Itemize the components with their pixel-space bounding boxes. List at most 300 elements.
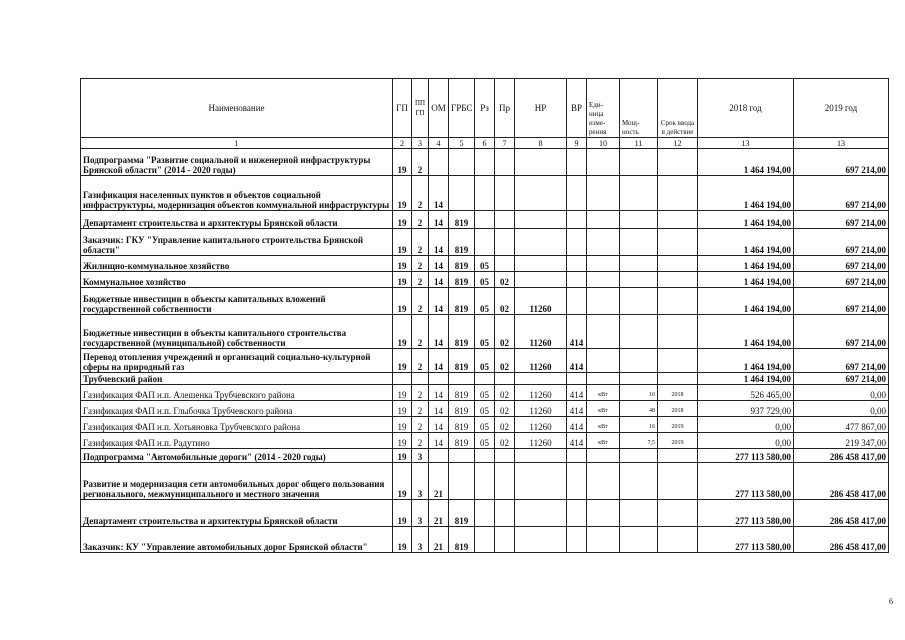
cell-pr [495, 256, 515, 272]
header-pr: Пр [495, 79, 515, 138]
cell-vr [567, 149, 587, 176]
cell-grbs [449, 463, 475, 500]
cell-y2018: 1 464 194,00 [698, 211, 794, 229]
cell-power [620, 229, 658, 256]
column-number: 1 [81, 138, 393, 149]
cell-vr [567, 500, 587, 527]
column-number-row [81, 138, 889, 149]
cell-pr: 02 [495, 433, 515, 449]
cell-rz: 05 [475, 288, 495, 315]
column-number: 6 [475, 138, 495, 149]
cell-y2019: 697 214,00 [794, 256, 889, 272]
cell-nr [515, 272, 567, 288]
cell-grbs: 819 [449, 417, 475, 433]
cell-gp: 19 [393, 256, 412, 272]
cell-grbs [449, 449, 475, 463]
header-grbs: ГРБС [449, 79, 475, 138]
cell-ppgp: 3 [412, 500, 429, 527]
cell-gp: 19 [393, 315, 412, 349]
cell-ppgp: 3 [412, 449, 429, 463]
column-number: 12 [658, 138, 698, 149]
cell-grbs: 819 [449, 349, 475, 373]
cell-power: 7,5 [620, 433, 658, 449]
cell-grbs: 819 [449, 211, 475, 229]
cell-rz: 05 [475, 385, 495, 401]
cell-unit: кВт [587, 433, 620, 449]
header-power: Мощ-ность [620, 79, 658, 138]
cell-pr [495, 373, 515, 385]
cell-rz [475, 149, 495, 176]
cell-vr [567, 176, 587, 211]
cell-term [658, 229, 698, 256]
cell-y2019: 697 214,00 [794, 272, 889, 288]
cell-om: 14 [429, 433, 449, 449]
cell-y2018: 1 464 194,00 [698, 256, 794, 272]
cell-pr [495, 229, 515, 256]
cell-term [658, 315, 698, 349]
cell-rz: 05 [475, 272, 495, 288]
cell-unit [587, 449, 620, 463]
cell-pr: 02 [495, 349, 515, 373]
cell-unit: кВт [587, 401, 620, 417]
cell-pr [495, 149, 515, 176]
cell-power [620, 500, 658, 527]
cell-power [620, 256, 658, 272]
cell-name: Департамент строительства и архитектуры Брянской области [81, 500, 393, 527]
cell-power [620, 272, 658, 288]
cell-nr [515, 500, 567, 527]
cell-unit [587, 256, 620, 272]
cell-ppgp: 2 [412, 229, 429, 256]
cell-grbs: 819 [449, 527, 475, 553]
cell-term: 2018 [658, 401, 698, 417]
cell-ppgp: 2 [412, 288, 429, 315]
cell-gp: 19 [393, 272, 412, 288]
table-row [81, 463, 889, 500]
cell-term [658, 272, 698, 288]
cell-vr [567, 272, 587, 288]
cell-rz: 05 [475, 349, 495, 373]
cell-ppgp: 2 [412, 417, 429, 433]
cell-om: 14 [429, 385, 449, 401]
cell-term [658, 500, 698, 527]
cell-term: 2019 [658, 433, 698, 449]
cell-om: 14 [429, 315, 449, 349]
cell-term [658, 211, 698, 229]
cell-power [620, 149, 658, 176]
header-2019: 2019 год [794, 79, 889, 138]
cell-gp: 19 [393, 463, 412, 500]
cell-grbs: 819 [449, 256, 475, 272]
cell-om: 14 [429, 288, 449, 315]
cell-y2018: 1 464 194,00 [698, 272, 794, 288]
cell-pr: 02 [495, 315, 515, 349]
cell-y2019: 286 458 417,00 [794, 463, 889, 500]
cell-gp: 19 [393, 527, 412, 553]
table-row [81, 288, 889, 315]
cell-vr [567, 256, 587, 272]
cell-grbs: 819 [449, 315, 475, 349]
cell-unit [587, 527, 620, 553]
cell-om [429, 149, 449, 176]
cell-pr [495, 211, 515, 229]
cell-om: 14 [429, 211, 449, 229]
header-gp: ГП [393, 79, 412, 138]
cell-y2018: 1 464 194,00 [698, 373, 794, 385]
table-row [81, 149, 889, 176]
cell-name: Трубчевский район [81, 373, 393, 385]
cell-pr [495, 449, 515, 463]
cell-name: Коммунальное хозяйство [81, 272, 393, 288]
cell-unit [587, 229, 620, 256]
cell-name: Газификация ФАП н.п. Радутино [81, 433, 393, 449]
cell-nr: 11260 [515, 401, 567, 417]
cell-nr [515, 373, 567, 385]
header-unit: Еди-ница изме-рения [587, 79, 620, 138]
cell-name: Подпрограмма "Автомобильные дороги" (2014 - 2020 годы) [81, 449, 393, 463]
cell-y2019: 477 867,00 [794, 417, 889, 433]
page-number: 6 [889, 597, 893, 606]
cell-vr [567, 527, 587, 553]
cell-vr: 414 [567, 433, 587, 449]
cell-gp: 19 [393, 433, 412, 449]
cell-ppgp: 2 [412, 149, 429, 176]
cell-nr [515, 149, 567, 176]
cell-y2018: 937 729,00 [698, 401, 794, 417]
cell-pr: 02 [495, 385, 515, 401]
cell-vr [567, 449, 587, 463]
column-number: 5 [449, 138, 475, 149]
cell-pr: 02 [495, 288, 515, 315]
cell-om [429, 449, 449, 463]
cell-term [658, 349, 698, 373]
cell-om: 14 [429, 401, 449, 417]
cell-om: 14 [429, 417, 449, 433]
cell-vr: 414 [567, 385, 587, 401]
cell-y2019: 697 214,00 [794, 349, 889, 373]
cell-term [658, 149, 698, 176]
cell-grbs: 819 [449, 288, 475, 315]
cell-y2019: 219 347,00 [794, 433, 889, 449]
cell-y2018: 277 113 580,00 [698, 500, 794, 527]
cell-y2018: 1 464 194,00 [698, 149, 794, 176]
cell-y2019: 0,00 [794, 401, 889, 417]
cell-y2019: 697 214,00 [794, 149, 889, 176]
cell-rz [475, 500, 495, 527]
table-body [81, 149, 889, 553]
cell-pr [495, 463, 515, 500]
table-row [81, 272, 889, 288]
cell-gp: 19 [393, 176, 412, 211]
header-name: Наименование [81, 79, 393, 138]
cell-rz [475, 229, 495, 256]
table-row [81, 500, 889, 527]
table-row [81, 373, 889, 385]
cell-power [620, 527, 658, 553]
cell-ppgp [412, 373, 429, 385]
cell-term [658, 449, 698, 463]
cell-gp [393, 373, 412, 385]
cell-gp: 19 [393, 229, 412, 256]
table-row [81, 315, 889, 349]
cell-rz: 05 [475, 433, 495, 449]
cell-name: Газификация населенных пунктов и объектов социальной инфраструктуры, модернизация объектов коммунальной инфраструктуры [81, 176, 393, 211]
cell-vr: 414 [567, 417, 587, 433]
cell-rz [475, 463, 495, 500]
cell-rz [475, 449, 495, 463]
cell-ppgp: 3 [412, 527, 429, 553]
table-row [81, 401, 889, 417]
cell-nr: 11260 [515, 288, 567, 315]
column-number: 7 [495, 138, 515, 149]
cell-unit [587, 349, 620, 373]
column-number: 13 [794, 138, 889, 149]
cell-nr: 11260 [515, 433, 567, 449]
cell-ppgp: 2 [412, 256, 429, 272]
cell-y2019: 286 458 417,00 [794, 527, 889, 553]
cell-y2018: 277 113 580,00 [698, 463, 794, 500]
cell-grbs [449, 149, 475, 176]
column-number: 4 [429, 138, 449, 149]
column-number: 3 [412, 138, 429, 149]
header-nr: НР [515, 79, 567, 138]
cell-om: 14 [429, 256, 449, 272]
cell-y2019: 697 214,00 [794, 229, 889, 256]
table-row [81, 349, 889, 373]
cell-om: 14 [429, 349, 449, 373]
cell-power [620, 315, 658, 349]
cell-power [620, 176, 658, 211]
header-rz: Рз [475, 79, 495, 138]
cell-vr [567, 373, 587, 385]
cell-term [658, 373, 698, 385]
cell-gp: 19 [393, 349, 412, 373]
cell-pr [495, 527, 515, 553]
table-row [81, 211, 889, 229]
cell-power [620, 449, 658, 463]
cell-power: 48 [620, 401, 658, 417]
cell-term [658, 463, 698, 500]
column-number: 8 [515, 138, 567, 149]
cell-name: Перевод отопления учреждений и организаций социально-культурной сферы на природный газ [81, 349, 393, 373]
cell-nr [515, 463, 567, 500]
cell-unit [587, 211, 620, 229]
cell-power [620, 463, 658, 500]
cell-y2018: 277 113 580,00 [698, 527, 794, 553]
cell-pr: 02 [495, 417, 515, 433]
cell-y2019: 0,00 [794, 385, 889, 401]
cell-nr: 11260 [515, 349, 567, 373]
table-row [81, 256, 889, 272]
header-term: Срок ввода в действие [658, 79, 698, 138]
cell-rz [475, 527, 495, 553]
cell-unit [587, 288, 620, 315]
cell-nr [515, 256, 567, 272]
cell-vr [567, 463, 587, 500]
header-ppgp: ППГП [412, 79, 429, 138]
cell-y2019: 697 214,00 [794, 288, 889, 315]
cell-name: Заказчик: ГКУ "Управление капитального строительства Брянской области" [81, 229, 393, 256]
cell-name: Газификация ФАП н.п. Алешенка Трубчевского района [81, 385, 393, 401]
cell-gp: 19 [393, 449, 412, 463]
cell-term [658, 176, 698, 211]
cell-name: Подпрограмма "Развитие социальной и инженерной инфраструктуры Брянской области" (2014 - 2020 годы) [81, 149, 393, 176]
table-row [81, 229, 889, 256]
column-number: 9 [567, 138, 587, 149]
cell-grbs: 819 [449, 500, 475, 527]
cell-unit [587, 149, 620, 176]
cell-vr [567, 211, 587, 229]
cell-ppgp: 2 [412, 349, 429, 373]
cell-y2018: 1 464 194,00 [698, 315, 794, 349]
cell-power: 16 [620, 417, 658, 433]
cell-grbs: 819 [449, 385, 475, 401]
cell-rz [475, 211, 495, 229]
cell-om: 21 [429, 463, 449, 500]
cell-vr [567, 229, 587, 256]
cell-term [658, 288, 698, 315]
cell-vr: 414 [567, 401, 587, 417]
cell-unit: кВт [587, 385, 620, 401]
table-row [81, 433, 889, 449]
cell-grbs: 819 [449, 272, 475, 288]
cell-rz [475, 176, 495, 211]
cell-rz: 05 [475, 256, 495, 272]
cell-power [620, 211, 658, 229]
cell-pr [495, 176, 515, 211]
cell-om: 14 [429, 229, 449, 256]
cell-nr: 11260 [515, 417, 567, 433]
header-row [81, 79, 889, 138]
cell-y2018: 1 464 194,00 [698, 176, 794, 211]
cell-unit [587, 500, 620, 527]
cell-gp: 19 [393, 500, 412, 527]
cell-y2018: 1 464 194,00 [698, 229, 794, 256]
cell-rz [475, 373, 495, 385]
cell-ppgp: 2 [412, 385, 429, 401]
cell-gp: 19 [393, 417, 412, 433]
cell-nr: 11260 [515, 315, 567, 349]
cell-rz: 05 [475, 417, 495, 433]
cell-term [658, 256, 698, 272]
cell-name: Газификация ФАП н.п. Глыбочка Трубчевского района [81, 401, 393, 417]
cell-term: 2018 [658, 385, 698, 401]
cell-grbs: 819 [449, 433, 475, 449]
cell-unit [587, 315, 620, 349]
cell-name: Жилищно-коммунальное хозяйство [81, 256, 393, 272]
cell-gp: 19 [393, 149, 412, 176]
cell-gp: 19 [393, 211, 412, 229]
cell-unit [587, 176, 620, 211]
cell-power [620, 349, 658, 373]
table-row [81, 176, 889, 211]
cell-vr: 414 [567, 315, 587, 349]
cell-nr [515, 176, 567, 211]
cell-y2018: 277 113 580,00 [698, 449, 794, 463]
cell-ppgp: 2 [412, 211, 429, 229]
cell-unit [587, 373, 620, 385]
cell-y2018: 1 464 194,00 [698, 349, 794, 373]
cell-pr [495, 500, 515, 527]
cell-y2018: 1 464 194,00 [698, 288, 794, 315]
cell-name: Бюджетные инвестиции в объекты капитальных вложений государственной собственности [81, 288, 393, 315]
cell-y2019: 697 214,00 [794, 176, 889, 211]
cell-vr [567, 288, 587, 315]
cell-y2019: 697 214,00 [794, 373, 889, 385]
cell-unit: кВт [587, 417, 620, 433]
table-row [81, 527, 889, 553]
cell-ppgp: 2 [412, 433, 429, 449]
cell-y2019: 286 458 417,00 [794, 449, 889, 463]
cell-grbs: 819 [449, 401, 475, 417]
cell-unit [587, 272, 620, 288]
cell-om: 21 [429, 527, 449, 553]
column-number: 11 [620, 138, 658, 149]
cell-om: 14 [429, 272, 449, 288]
cell-rz: 05 [475, 401, 495, 417]
cell-nr [515, 229, 567, 256]
cell-nr [515, 449, 567, 463]
cell-ppgp: 3 [412, 463, 429, 500]
cell-om [429, 373, 449, 385]
cell-name: Бюджетные инвестиции в объекты капитального строительства государственной (муниципальной) собственности [81, 315, 393, 349]
header-vr: ВР [567, 79, 587, 138]
cell-y2019: 697 214,00 [794, 211, 889, 229]
cell-y2018: 526 465,00 [698, 385, 794, 401]
cell-rz: 05 [475, 315, 495, 349]
cell-pr: 02 [495, 272, 515, 288]
cell-y2018: 0,00 [698, 417, 794, 433]
cell-term: 2019 [658, 417, 698, 433]
cell-gp: 19 [393, 385, 412, 401]
cell-grbs [449, 373, 475, 385]
cell-name: Заказчик: КУ "Управление автомобильных дорог Брянской области" [81, 527, 393, 553]
header-om: ОМ [429, 79, 449, 138]
cell-y2019: 697 214,00 [794, 315, 889, 349]
cell-power: 10 [620, 385, 658, 401]
cell-vr: 414 [567, 349, 587, 373]
cell-ppgp: 2 [412, 272, 429, 288]
cell-y2018: 0,00 [698, 433, 794, 449]
cell-gp: 19 [393, 401, 412, 417]
table-row [81, 449, 889, 463]
column-number: 13 [698, 138, 794, 149]
cell-unit [587, 463, 620, 500]
cell-nr [515, 527, 567, 553]
cell-ppgp: 2 [412, 401, 429, 417]
cell-om: 14 [429, 176, 449, 211]
cell-name: Развитие и модернизация сети автомобильных дорог общего пользования регионального, межмуниципального и местного значения [81, 463, 393, 500]
cell-nr: 11260 [515, 385, 567, 401]
column-number: 2 [393, 138, 412, 149]
header-2018: 2018 год [698, 79, 794, 138]
cell-grbs [449, 176, 475, 211]
cell-ppgp: 2 [412, 315, 429, 349]
column-number: 10 [587, 138, 620, 149]
cell-name: Газификация ФАП н.п. Хотьяновка Трубчевского района [81, 417, 393, 433]
cell-ppgp: 2 [412, 176, 429, 211]
cell-power [620, 373, 658, 385]
cell-om: 21 [429, 500, 449, 527]
cell-power [620, 288, 658, 315]
budget-table [80, 78, 889, 553]
table-row [81, 417, 889, 433]
cell-name: Департамент строительства и архитектуры Брянской области [81, 211, 393, 229]
cell-grbs: 819 [449, 229, 475, 256]
cell-term [658, 527, 698, 553]
cell-pr: 02 [495, 401, 515, 417]
cell-y2019: 286 458 417,00 [794, 500, 889, 527]
